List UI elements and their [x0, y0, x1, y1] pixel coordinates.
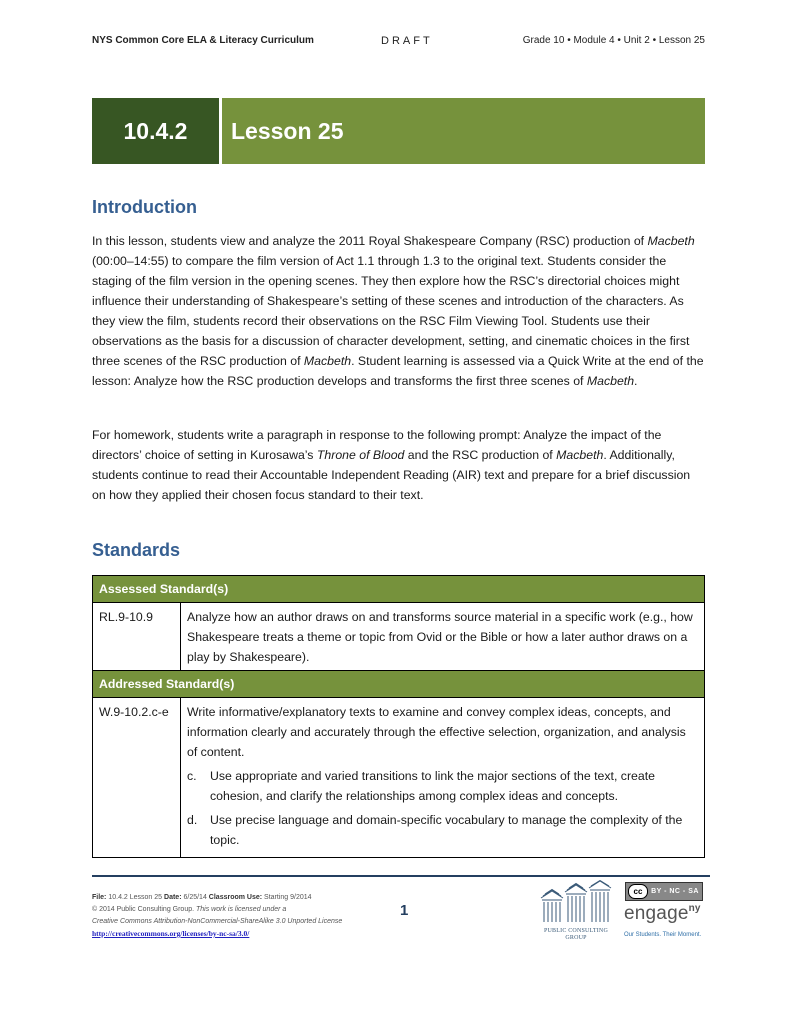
subitem-label: c.: [187, 769, 197, 783]
cc-license-type: BY - NC - SA: [651, 888, 699, 895]
text-run: . Additionally, students continue to read their Accountable Independent Reading (AIR) text and prepare for a brief discussion on how they applied their chosen focus standard to their text.: [92, 448, 691, 502]
pcg-group: GROUP: [565, 935, 587, 941]
engage-ny: ny: [688, 903, 701, 914]
footer-rule: [92, 875, 710, 877]
license-link[interactable]: http://creativecommons.org/licenses/by-nc-sa/3.0/: [92, 929, 250, 938]
text-run: . Student learning is assessed via a Quick Write at the end of the lesson: Analyze how the RSC production develops and transforms the first three scenes of: [92, 354, 704, 388]
section-header-assessed: [93, 576, 705, 603]
text-run: and the RSC production of: [404, 448, 557, 462]
subitem-text: Use precise language and domain-specific vocabulary to manage the complexity of the topic.: [210, 813, 683, 847]
date-value: 6/25/14: [183, 894, 207, 901]
section-title: Addressed Standard(s): [93, 671, 705, 698]
curriculum-name: NYS Common Core ELA & Literacy Curriculum: [92, 35, 314, 46]
italic-title: Macbeth: [586, 374, 635, 388]
table-row: [93, 698, 705, 858]
lesson-code: 10.4.2: [92, 98, 219, 164]
copyright-text: © 2014 Public Consulting Group.: [92, 906, 195, 913]
italic-title: Macbeth: [303, 354, 352, 368]
standard-description: [181, 603, 705, 671]
standard-description: [181, 698, 705, 858]
italic-title: Macbeth: [556, 448, 604, 462]
standard-code: RL.9-10.9: [93, 603, 181, 671]
file-info: [92, 892, 342, 904]
standard-code: W.9-10.2.c-e: [93, 698, 181, 858]
classroom-use-label: Classroom Use:: [208, 894, 263, 901]
date-label: Date:: [164, 894, 182, 901]
subitem: [187, 810, 698, 850]
introduction-heading: Introduction: [92, 197, 197, 217]
table-row: [93, 603, 705, 671]
italic-title: Macbeth: [647, 234, 695, 248]
text-run: In this lesson, students view and analyze the 2011 Royal Shakespeare Company (RSC) production of: [92, 234, 648, 248]
cc-icon: cc: [628, 884, 648, 899]
subitem-text: Use appropriate and varied transitions to link the major sections of the text, create cohesion, and clarify the relationships among complex ideas and concepts.: [210, 769, 655, 803]
file-value: 10.4.2 Lesson 25: [108, 894, 163, 901]
standards-heading: Standards: [92, 540, 181, 560]
engage-word: engage: [624, 903, 689, 924]
license-line: [92, 916, 342, 928]
introduction-paragraph-1: [92, 231, 707, 391]
pcg-name: PUBLIC CONSULTING: [543, 928, 609, 934]
standards-table: [92, 575, 705, 858]
standard-description-text: Analyze how an author draws on and transforms source material in a specific work (e.g., how Shakespeare treats a theme or topic from Ovid or the Bible or how a later author draws on a play by Shakespeare).: [187, 610, 693, 664]
license-name: Creative Commons Attribution-NonCommercial-ShareAlike 3.0 Unported License: [92, 918, 343, 925]
text-run: For homework, students write a paragraph in response to the following prompt: Analyze the impact of the directors’ choice of setting in Kurosawa’s: [92, 428, 662, 462]
text-run: (00:00–14:55) to compare the film version of Act 1.1 through 1.3 to the original text. Students consider the staging of the film version in the opening scenes. They then explore how the RSC’s directorial choices might influence their understanding of Shakespeare’s setting of these scenes and introduction of the characters. As they view the film, students record their observations on the RSC Film Viewing Tool. Students use their observations as the basis for a discussion of character development, setting, and cinematic choices in the first three scenes of the RSC production of: [92, 254, 690, 368]
pcg-logo-text: [535, 928, 617, 942]
engageny-tagline: Our Students. Their Moment.: [624, 932, 702, 938]
italic-title: Throne of Blood: [316, 448, 405, 462]
engageny-logo: [624, 903, 701, 925]
subitem: [187, 766, 698, 806]
license-url-line: [92, 928, 342, 941]
subitem-label: d.: [187, 813, 198, 827]
copyright-line: [92, 904, 342, 916]
standard-description-text: Write informative/explanatory texts to examine and convey complex ideas, concepts, and information clearly and accurately through the effective selection, organization, and analysis of content.: [187, 705, 686, 759]
introduction-paragraph-2: [92, 425, 707, 505]
text-run: .: [634, 374, 638, 388]
grade-module-lesson: Grade 10 • Module 4 • Unit 2 • Lesson 25: [522, 35, 705, 46]
lesson-title: Lesson 25: [222, 98, 705, 164]
section-header-addressed: [93, 671, 705, 698]
cc-license-badge: [625, 882, 703, 901]
license-intro: This work is licensed under a: [196, 906, 287, 913]
page-number: 1: [400, 902, 409, 919]
standard-subitems: [187, 766, 698, 850]
footer-meta: [92, 892, 342, 941]
draft-label: DRAFT: [381, 35, 433, 47]
classroom-use-value: Starting 9/2014: [264, 894, 312, 901]
file-label: File:: [92, 894, 107, 901]
lesson-title-band: [92, 98, 705, 164]
section-title: Assessed Standard(s): [93, 576, 705, 603]
